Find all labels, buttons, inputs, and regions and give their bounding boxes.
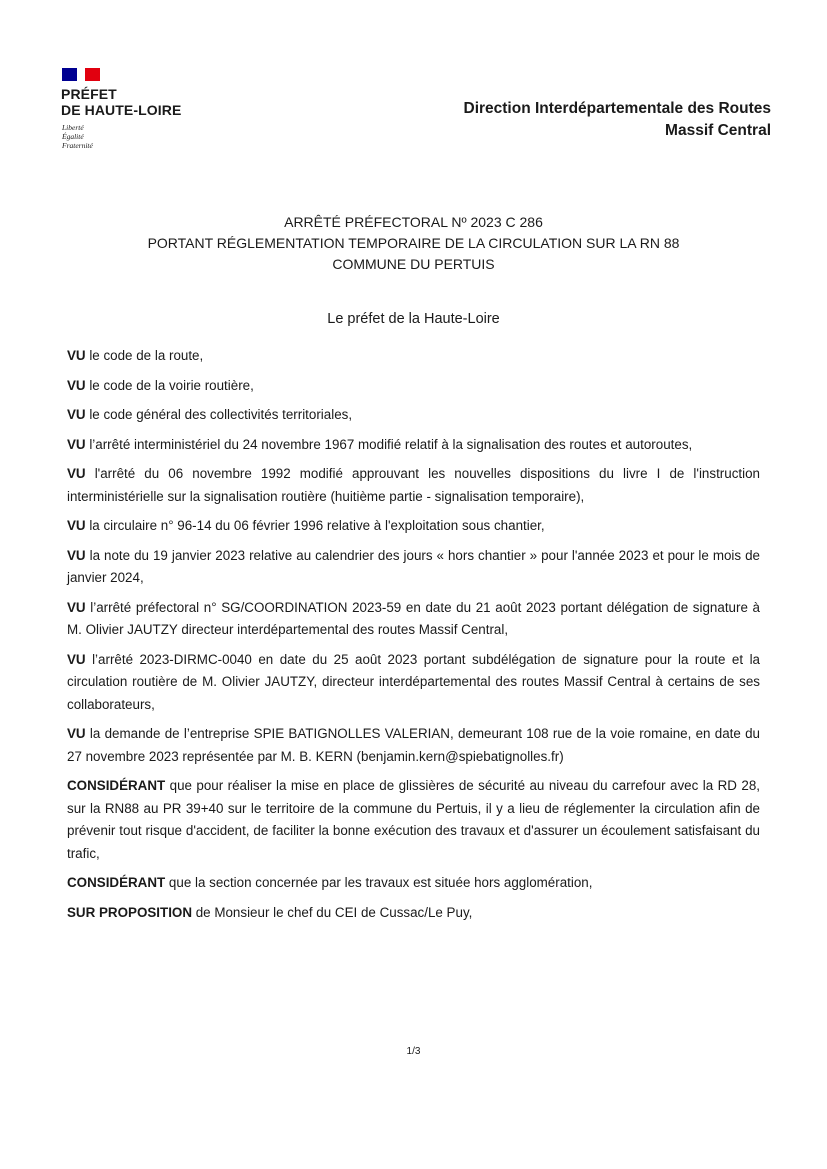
paragraph-text: le code général des collectivités territoriales, — [85, 407, 353, 422]
paragraph-lead: VU — [67, 547, 86, 563]
paragraph-lead: CONSIDÉRANT — [67, 875, 166, 890]
paragraph-text: la demande de l’entreprise SPIE BATIGNOLLES VALERIAN, demeurant 108 rue de la voie romaine, en date du 27 novembre 2023 représentée par M. B. KERN (benjamin.kern@spiebatignolles.fr) — [67, 726, 760, 764]
paragraph-text: que pour réaliser la mise en place de glissières de sécurité au niveau du carrefour avec la RD 28, sur la RN88 au PR 39+40 sur le territoire de la commune du Pertuis, il y a lieu de réglementer la circulation afin de prévenir tout risque d'accident, de faciliter la bonne exécution des travaux et d'assurer un écoulement satisfaisant du trafic, — [67, 778, 760, 861]
paragraph — [67, 649, 760, 717]
prefect-line2: DE HAUTE-LOIRE — [61, 102, 182, 118]
paragraph-text: l’arrêté interministériel du 24 novembre 1967 modifié relatif à la signalisation des routes et autoroutes, — [85, 436, 693, 452]
paragraph-text: le code de la route, — [85, 348, 204, 363]
motto-egalite: Égalité — [62, 132, 84, 141]
paragraph-text: l’arrêté préfectoral n° SG/COORDINATION 2023-59 en date du 21 août 2023 portant délégation de signature à M. Olivier JAUTZY directeur interdépartemental des routes Massif Central, — [67, 599, 760, 637]
paragraph — [67, 375, 760, 398]
paragraph — [67, 872, 760, 895]
paragraph-lead: VU — [67, 348, 86, 363]
paragraph-text: le code de la voirie routière, — [85, 377, 254, 393]
paragraph-lead: CONSIDÉRANT — [67, 778, 166, 793]
paragraph-text: la circulaire n° 96-14 du 06 février 1996 relative à l'exploitation sous chantier, — [85, 518, 545, 533]
prefect-line1: PRÉFET — [61, 86, 117, 102]
paragraph-text: l’arrêté 2023-DIRMC-0040 en date du 25 août 2023 portant subdélégation de signature pour la route et la circulation routière de M. Olivier JAUTZY, directeur interdépartemental des routes Massif Central à certains de ses collaborateurs, — [67, 651, 760, 712]
direction-line2: Massif Central — [665, 122, 771, 139]
prefet-heading: Le préfet de la Haute-Loire — [327, 311, 500, 327]
paragraph-lead: VU — [67, 599, 86, 615]
paragraph — [67, 902, 760, 925]
title-line3: COMMUNE DU PERTUIS — [332, 256, 495, 272]
document-title — [0, 212, 827, 275]
prefecture-name — [61, 86, 181, 118]
paragraph-text: l'arrêté du 06 novembre 1992 modifié approuvant les nouvelles dispositions du livre I de l'instruction interministérielle sur la signalisation routière (huitième partie - signalisation temporaire), — [67, 466, 760, 504]
motto — [62, 123, 93, 150]
paragraph — [67, 404, 760, 427]
paragraph-lead: SUR PROPOSITION — [67, 904, 192, 920]
paragraph-lead: VU — [67, 436, 86, 452]
paragraph — [67, 775, 760, 865]
direction-header — [464, 98, 772, 142]
paragraph-lead: VU — [67, 407, 86, 422]
motto-liberte: Liberté — [62, 123, 84, 132]
paragraph — [67, 463, 760, 508]
paragraph-lead: VU — [67, 651, 86, 667]
direction-line1: Direction Interdépartementale des Routes — [463, 100, 771, 117]
paragraph-text: de Monsieur le chef du CEI de Cussac/Le Puy, — [192, 904, 473, 920]
document-body — [67, 345, 760, 931]
paragraph-lead: VU — [67, 726, 86, 741]
paragraph-lead: VU — [67, 518, 86, 533]
paragraph — [67, 345, 760, 368]
title-line2: PORTANT RÉGLEMENTATION TEMPORAIRE DE LA CIRCULATION SUR LA RN 88 — [147, 235, 680, 251]
paragraph — [67, 545, 760, 590]
paragraph-text: que la section concernée par les travaux est située hors agglomération, — [165, 875, 593, 890]
page-number: 1/3 — [406, 1046, 421, 1057]
motto-fraternite: Fraternité — [62, 141, 93, 150]
marianne-flag-logo — [62, 68, 100, 81]
paragraph — [67, 597, 760, 642]
paragraph-lead: VU — [67, 466, 86, 481]
paragraph — [67, 515, 760, 538]
title-line1: ARRÊTÉ PRÉFECTORAL Nº 2023 C 286 — [284, 214, 543, 230]
paragraph — [67, 723, 760, 768]
paragraph-lead: VU — [67, 377, 86, 393]
paragraph-text: la note du 19 janvier 2023 relative au calendrier des jours « hors chantier » pour l'année 2023 et pour le mois de janvier 2024, — [67, 547, 760, 585]
paragraph — [67, 434, 760, 457]
